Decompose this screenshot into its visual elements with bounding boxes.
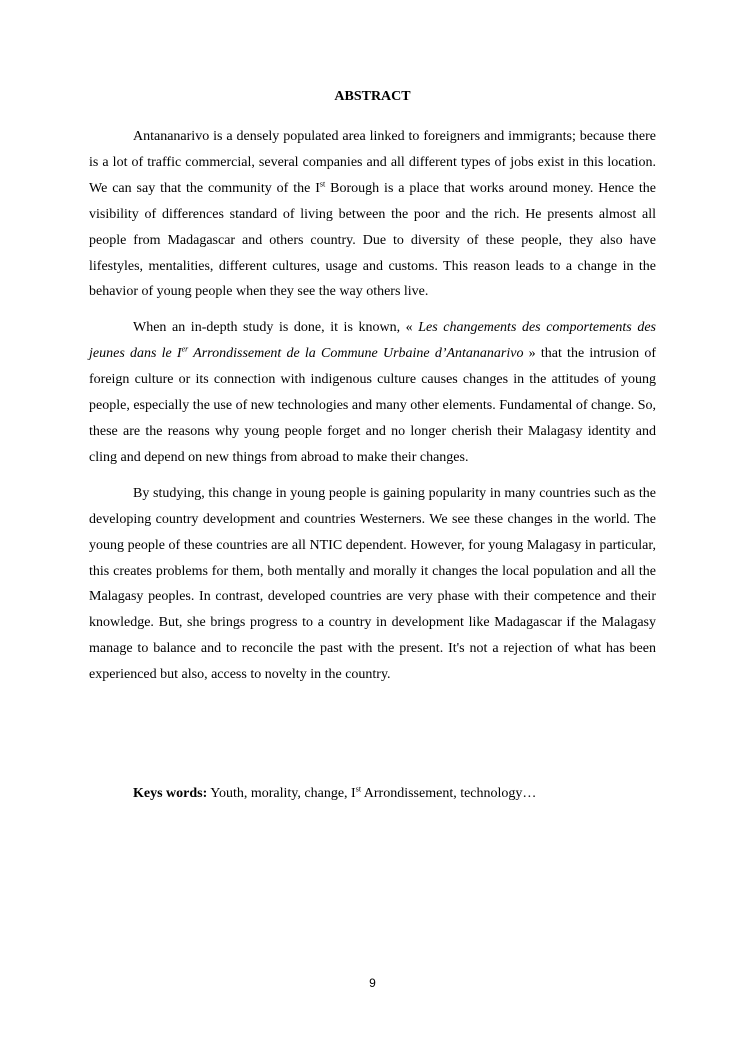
paragraph-1 bbox=[89, 124, 656, 305]
paragraph-2-italic-title-b: Arrondissement de la Commune Urbaine d’Antananarivo bbox=[188, 346, 524, 362]
keywords-superscript: st bbox=[355, 784, 362, 794]
page-number: 9 bbox=[369, 976, 376, 990]
paragraph-2 bbox=[89, 315, 656, 470]
keywords-label: Keys words: bbox=[133, 786, 208, 801]
paragraph-1-text-a: Antananarivo is a densely populated area linked to foreigners and immigrants; because there is a lot of traffic commercial, several companies and all different types of jobs exist in this location. We can say that the community of the I bbox=[89, 129, 656, 196]
paragraph-1-superscript: st bbox=[319, 179, 326, 189]
paragraph-1-text-b: Borough is a place that works around money. Hence the visibility of differences standard of living between the poor and the rich. He presents almost all people from Madagascar and others country. Due to diversity of these people, they also have lifestyles, mentalities, different cultures, usage and customs. This reason leads to a change in the behavior of young people when they see the way others live. bbox=[89, 180, 656, 300]
keywords-text-a: Youth, morality, change, I bbox=[207, 786, 356, 801]
keywords-text-b: Arrondissement, technology… bbox=[361, 786, 537, 801]
paragraph-2-superscript-text: er bbox=[181, 344, 189, 354]
abstract-body bbox=[89, 124, 656, 698]
paragraph-3: By studying, this change in young people is gaining popularity in many countries such as the developing country development and countries Westerners. We see these changes in the world. The young people of these countries are all NTIC dependent. However, for young Malagasy in particular, this creates problems for them, both mentally and morally it changes the local population and all the Malagasy peoples. In contrast, developed countries are very phase with their competence and their knowledge. But, she brings progress to a country in development like Madagascar if the Malagasy manage to balance and to reconcile the past with the present. It's not a rejection of what has been experienced but also, access to novelty in the country. bbox=[89, 485, 656, 683]
paragraph-2-text-a: When an in-depth study is done, it is known, « bbox=[133, 320, 419, 336]
paragraph-2-text-b: » that the intrusion of foreign culture or its connection with indigenous culture causes changes in the attitudes of young people, especially the use of new technologies and many other elements. Fundamental of change. So, these are the reasons why young people forget and no longer cherish their Malagasy identity and cling and depend on new things from abroad to make their changes. bbox=[89, 346, 656, 465]
paragraph-2-italic-title-a: Les changements des comportements des jeunes dans le I bbox=[89, 320, 657, 362]
keywords-line bbox=[133, 784, 536, 804]
abstract-title: ABSTRACT bbox=[334, 89, 411, 104]
